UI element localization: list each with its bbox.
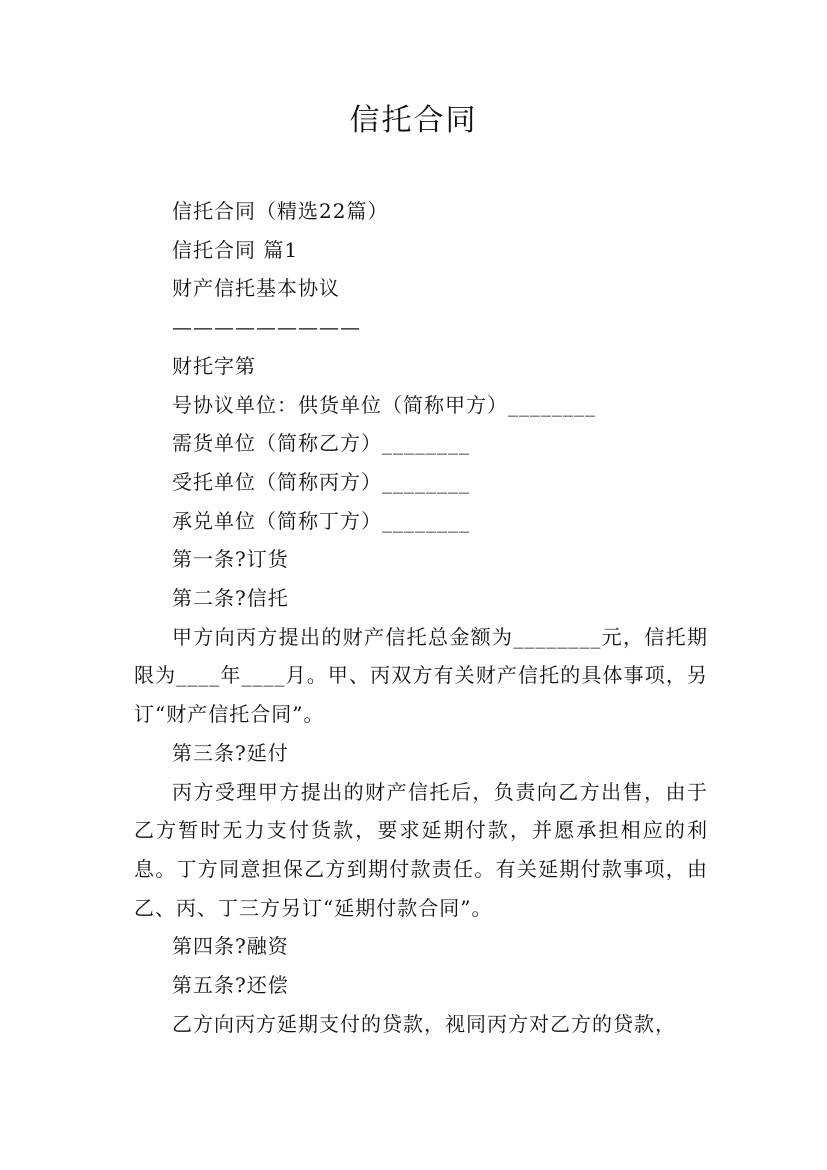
dash-line: ————————— (172, 315, 361, 340)
document-body (134, 192, 708, 1043)
agreement-title: 财产信托基本协议 (172, 276, 340, 301)
article-1-heading: 第一条?订货 (172, 547, 289, 572)
deferred-payment-paragraph: 丙方受理甲方提出的财产信托后，负责向乙方出售，由于乙方暂时无力支付货款，要求延期付款，并愿承担相应的利息。丁方同意担保乙方到期付款责任。有关延期付款事项，由乙、丙、丁三方另订“延期付款合同”。 (134, 779, 708, 920)
article-3-heading: 第三条?延付 (172, 740, 289, 765)
subtitle-line: 信托合同（精选22篇） (172, 199, 389, 223)
party-d-line: 承兑单位（简称丁方）________ (172, 508, 470, 533)
party-c-line: 受托单位（简称丙方）________ (172, 469, 470, 494)
section-heading: 信托合同 篇1 (172, 237, 299, 262)
trust-paragraph: 甲方向丙方提出的财产信托总金额为________元，信托期限为____年____月。甲、丙双方有关财产信托的具体事项，另订“财产信托合同”。 (134, 624, 708, 727)
reference-line: 财托字第 (172, 353, 256, 378)
party-b-line: 需货单位（简称乙方）________ (172, 431, 470, 456)
article-2-heading: 第二条?信托 (172, 586, 289, 611)
party-a-line: 号协议单位：供货单位（简称甲方）________ (172, 392, 596, 417)
repayment-paragraph: 乙方向丙方延期支付的贷款，视同丙方对乙方的贷款， (172, 1011, 676, 1036)
article-4-heading: 第四条?融资 (172, 934, 289, 959)
article-5-heading: 第五条?还偿 (172, 973, 289, 998)
document-title: 信托合同 (349, 103, 478, 138)
